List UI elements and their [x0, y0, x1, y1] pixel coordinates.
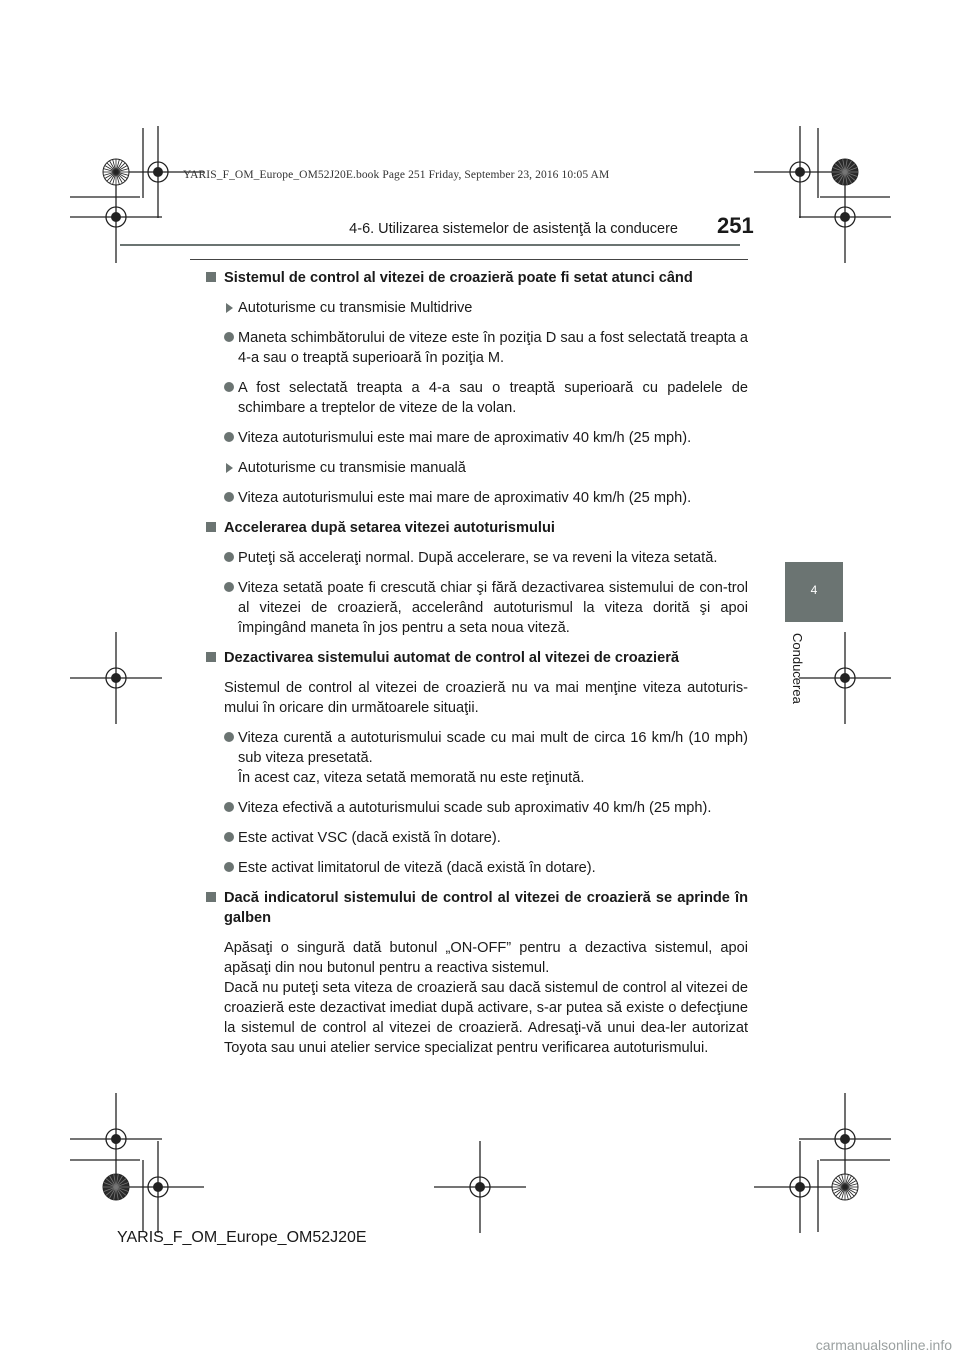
- block-text: Autoturisme cu transmisie manuală: [238, 460, 466, 476]
- bullet-dot-icon: [224, 432, 234, 442]
- sub-condition: [206, 298, 748, 318]
- block-text: Apăsaţi o singură dată butonul „ON-OFF” pentru a dezactiva sistemul, apoi apăsaţi din nou butonul pentru a reactiva sistemul.: [224, 940, 748, 976]
- block-text: Viteza efectivă a autoturismului scade sub aproximativ 40 km/h (25 mph).: [238, 800, 712, 816]
- block-text: Viteza curentă a autoturismului scade cu mai mult de circa 16 km/h (10 mph) sub viteza presetată.: [238, 730, 748, 766]
- block-text: Viteza autoturismului este mai mare de aproximativ 40 km/h (25 mph).: [238, 430, 692, 446]
- sub-condition: [206, 458, 748, 478]
- block-text: Viteza autoturismului este mai mare de aproximativ 40 km/h (25 mph).: [238, 490, 692, 506]
- section-heading: [206, 648, 748, 668]
- bullet-item: [206, 858, 748, 878]
- section-heading: [206, 268, 748, 288]
- block-text: Sistemul de control al vitezei de croazieră poate fi setat atunci când: [224, 270, 693, 286]
- crosshair-icon: [840, 212, 850, 222]
- crosshair-icon: [795, 167, 805, 177]
- bullet-dot-icon: [224, 332, 234, 342]
- chapter-tab: 4: [785, 562, 843, 622]
- bullet-item: [206, 578, 748, 638]
- block-text: A fost selectată treapta a 4-a sau o treaptă superioară cu padelele de schimbare a treptelor de viteze de la volan.: [238, 380, 748, 416]
- bullet-dot-icon: [224, 582, 234, 592]
- crosshair-icon: [840, 673, 850, 683]
- bullet-item: [206, 548, 748, 568]
- bullet-dot-icon: [224, 802, 234, 812]
- block-text: Puteţi să acceleraţi normal. După accelerare, se va reveni la viteza setată.: [238, 550, 718, 566]
- footer-doc-id: YARIS_F_OM_Europe_OM52J20E: [117, 1229, 367, 1246]
- bullet-item: [206, 378, 748, 418]
- bullet-item: [206, 488, 748, 508]
- square-marker-icon: [206, 522, 216, 532]
- bullet-dot-icon: [224, 862, 234, 872]
- crosshair-icon: [475, 1182, 485, 1192]
- bullet-item: [206, 828, 748, 848]
- watermark: carmanualsonline.info: [815, 1337, 952, 1353]
- bullet-dot-icon: [224, 832, 234, 842]
- section-title: 4-6. Utilizarea sistemelor de asistenţă la conducere: [349, 221, 678, 237]
- crosshair-icon: [153, 167, 163, 177]
- paragraph: [206, 938, 748, 1058]
- content: [206, 268, 748, 1068]
- block-text: Dacă indicatorul sistemului de control al vitezei de croazieră se aprinde în galben: [224, 890, 748, 926]
- crosshair-icon: [111, 212, 121, 222]
- chapter-label: Conducerea: [790, 633, 805, 704]
- triangle-marker-icon: [226, 463, 233, 473]
- block-text: Maneta schimbătorului de viteze este în poziţia D sau a fost selectată treapta a 4-a sau o treaptă superioară în poziţia M.: [238, 330, 748, 366]
- bullet-dot-icon: [224, 732, 234, 742]
- crosshair-icon: [153, 1182, 163, 1192]
- content-top-rule: [190, 259, 748, 260]
- section-heading: [206, 888, 748, 928]
- block-text: Accelerarea după setarea vitezei autoturismului: [224, 520, 555, 536]
- square-marker-icon: [206, 272, 216, 282]
- block-text: Este activat VSC (dacă există în dotare).: [238, 830, 501, 846]
- block-text: Sistemul de control al vitezei de croazieră nu va mai menţine viteza autoturis-mului în oricare din următoarele situaţii.: [224, 680, 748, 716]
- block-text: Viteza setată poate fi crescută chiar şi fără dezactivarea sistemului de con-trol al vitezei de croazieră, accelerând autoturismul la viteza dorită şi apoi împingând maneta în jos pentru a seta noua viteză.: [238, 580, 748, 636]
- square-marker-icon: [206, 652, 216, 662]
- paragraph: [206, 678, 748, 718]
- crosshair-icon: [795, 1182, 805, 1192]
- block-text: Dacă nu puteţi seta viteza de croazieră sau dacă sistemul de control al vitezei de croazieră este dezactivat imediat după activare, s-ar putea să existe o defecţiune la sistemul de control al vitezei de croazieră. Adresaţi-vă unui dea-ler autorizat Toyota sau unui atelier service specializat pentru verificarea autoturismului.: [224, 980, 748, 1056]
- bullet-item: [206, 428, 748, 448]
- block-text: În acest caz, viteza setată memorată nu este reţinută.: [238, 770, 585, 786]
- bullet-item: [206, 798, 748, 818]
- bullet-item: [206, 328, 748, 368]
- bullet-dot-icon: [224, 552, 234, 562]
- bullet-item: [206, 728, 748, 788]
- page-number: 251: [717, 213, 754, 238]
- bullet-dot-icon: [224, 382, 234, 392]
- square-marker-icon: [206, 892, 216, 902]
- crosshair-icon: [840, 1134, 850, 1144]
- block-text: Dezactivarea sistemului automat de control al vitezei de croazieră: [224, 650, 680, 666]
- crosshair-icon: [111, 1134, 121, 1144]
- header-rule: [120, 244, 740, 246]
- block-text: Este activat limitatorul de viteză (dacă există în dotare).: [238, 860, 596, 876]
- bullet-dot-icon: [224, 492, 234, 502]
- triangle-marker-icon: [226, 303, 233, 313]
- crosshair-icon: [111, 673, 121, 683]
- block-text: Autoturisme cu transmisie Multidrive: [238, 300, 473, 316]
- page-stamp: YARIS_F_OM_Europe_OM52J20E.book Page 251 Friday, September 23, 2016 10:05 AM: [183, 169, 610, 181]
- section-heading: [206, 518, 748, 538]
